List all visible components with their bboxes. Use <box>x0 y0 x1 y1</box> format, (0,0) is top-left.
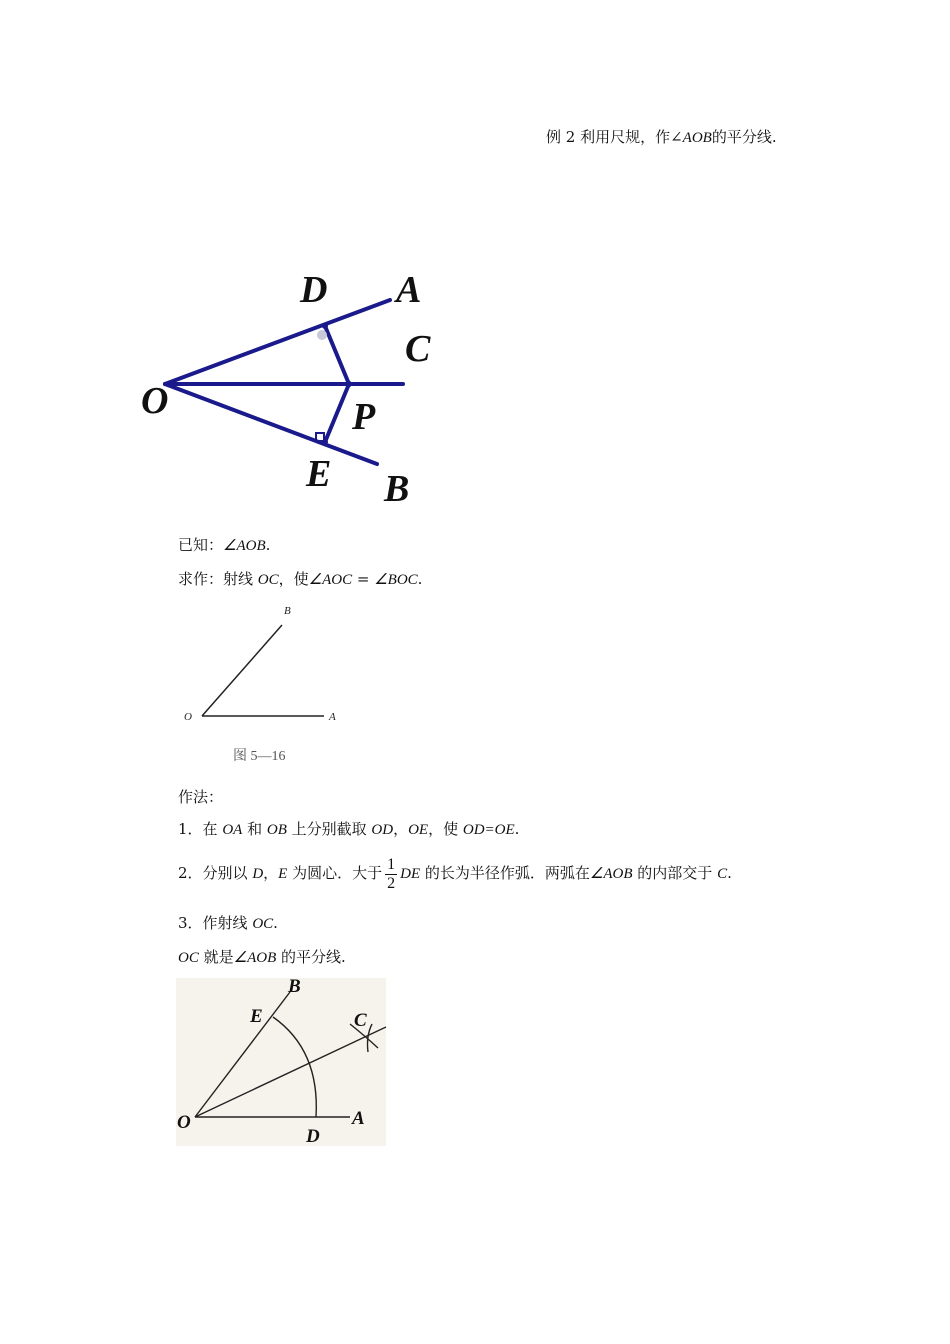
fig2-label-O: O <box>184 711 192 723</box>
step1-ob: OB <box>266 822 287 838</box>
step1-oe: OE <box>408 822 429 838</box>
step1-eq: OD=OE <box>462 822 515 838</box>
conclusion-text1: 就是 <box>198 948 234 966</box>
step2-de: DE <box>400 866 421 882</box>
fig2-caption: 图 5—16 <box>233 749 286 764</box>
fraction-denominator: 2 <box>387 874 396 892</box>
construct-angle2: ∠BOC <box>374 572 418 588</box>
fig1-label-C: C <box>405 328 431 370</box>
conclusion-oc: OC <box>178 950 199 966</box>
construct-eq: = <box>352 570 375 588</box>
fig3-label-C: C <box>354 1010 367 1031</box>
step2-e: E <box>278 866 288 882</box>
example-suffix: 的平分线. <box>711 128 777 146</box>
fig2-label-B: B <box>284 605 291 617</box>
step1-od: OD <box>371 822 394 838</box>
step1-period: . <box>514 820 520 838</box>
given-prefix: 已知： <box>178 536 224 554</box>
fig3-label-B: B <box>288 976 301 997</box>
step2-text1: 为圆心．大于 <box>287 864 383 882</box>
step3-oc: OC <box>252 916 274 932</box>
fig3-label-E: E <box>250 1006 263 1027</box>
step3-period: . <box>273 914 278 932</box>
construct-ray: OC <box>257 572 279 588</box>
step2-angle: ∠AOB <box>589 866 633 882</box>
angle-name: AOB <box>682 130 712 146</box>
step2-c: C <box>717 866 728 882</box>
fig1-label-P: P <box>352 396 376 438</box>
step1-comma: ， <box>393 820 409 838</box>
fig1-label-E: E <box>306 453 332 495</box>
step2-num: 2．分别以 <box>178 864 253 882</box>
construct-prefix: 求作：射线 <box>178 570 258 588</box>
method-heading: 作法： <box>178 788 224 806</box>
fig3-label-O: O <box>177 1112 191 1133</box>
fig1-label-O: O <box>141 380 169 422</box>
step1-oa: OA <box>222 822 243 838</box>
fig1-label-B: B <box>384 468 410 510</box>
fig1-label-D: D <box>300 269 328 311</box>
step2-comma: ， <box>263 864 279 882</box>
fig1-label-A: A <box>396 269 422 311</box>
given-period: . <box>265 536 271 554</box>
given-angle: ∠AOB <box>223 538 266 554</box>
step2-text3: 的内部交于 <box>632 864 718 882</box>
construct-angle1: ∠AOC <box>308 572 353 588</box>
fig3-label-D: D <box>306 1126 320 1147</box>
step2-text2: 的长为半径作弧．两弧在 <box>420 864 590 882</box>
step1-num: 1．在 <box>178 820 223 838</box>
step1-text: 上分别截取 <box>286 820 372 838</box>
construct-mid: ，使 <box>278 570 309 588</box>
fraction-numerator: 1 <box>387 855 396 873</box>
construct-period: . <box>417 570 423 588</box>
conclusion-angle: ∠AOB <box>233 950 277 966</box>
fig3-label-A: A <box>352 1108 365 1129</box>
step2-d: D <box>252 866 264 882</box>
step3-num: 3．作射线 <box>178 914 253 932</box>
example-prefix: 例 2 利用尺规，作 <box>546 128 671 146</box>
step1-make: ，使 <box>428 820 463 838</box>
step1-and: 和 <box>242 820 267 838</box>
fig2-label-A: A <box>329 711 336 723</box>
step2-period: . <box>727 864 732 882</box>
angle-symbol: ∠ <box>670 128 683 146</box>
conclusion-text2: 的平分线. <box>276 948 346 966</box>
